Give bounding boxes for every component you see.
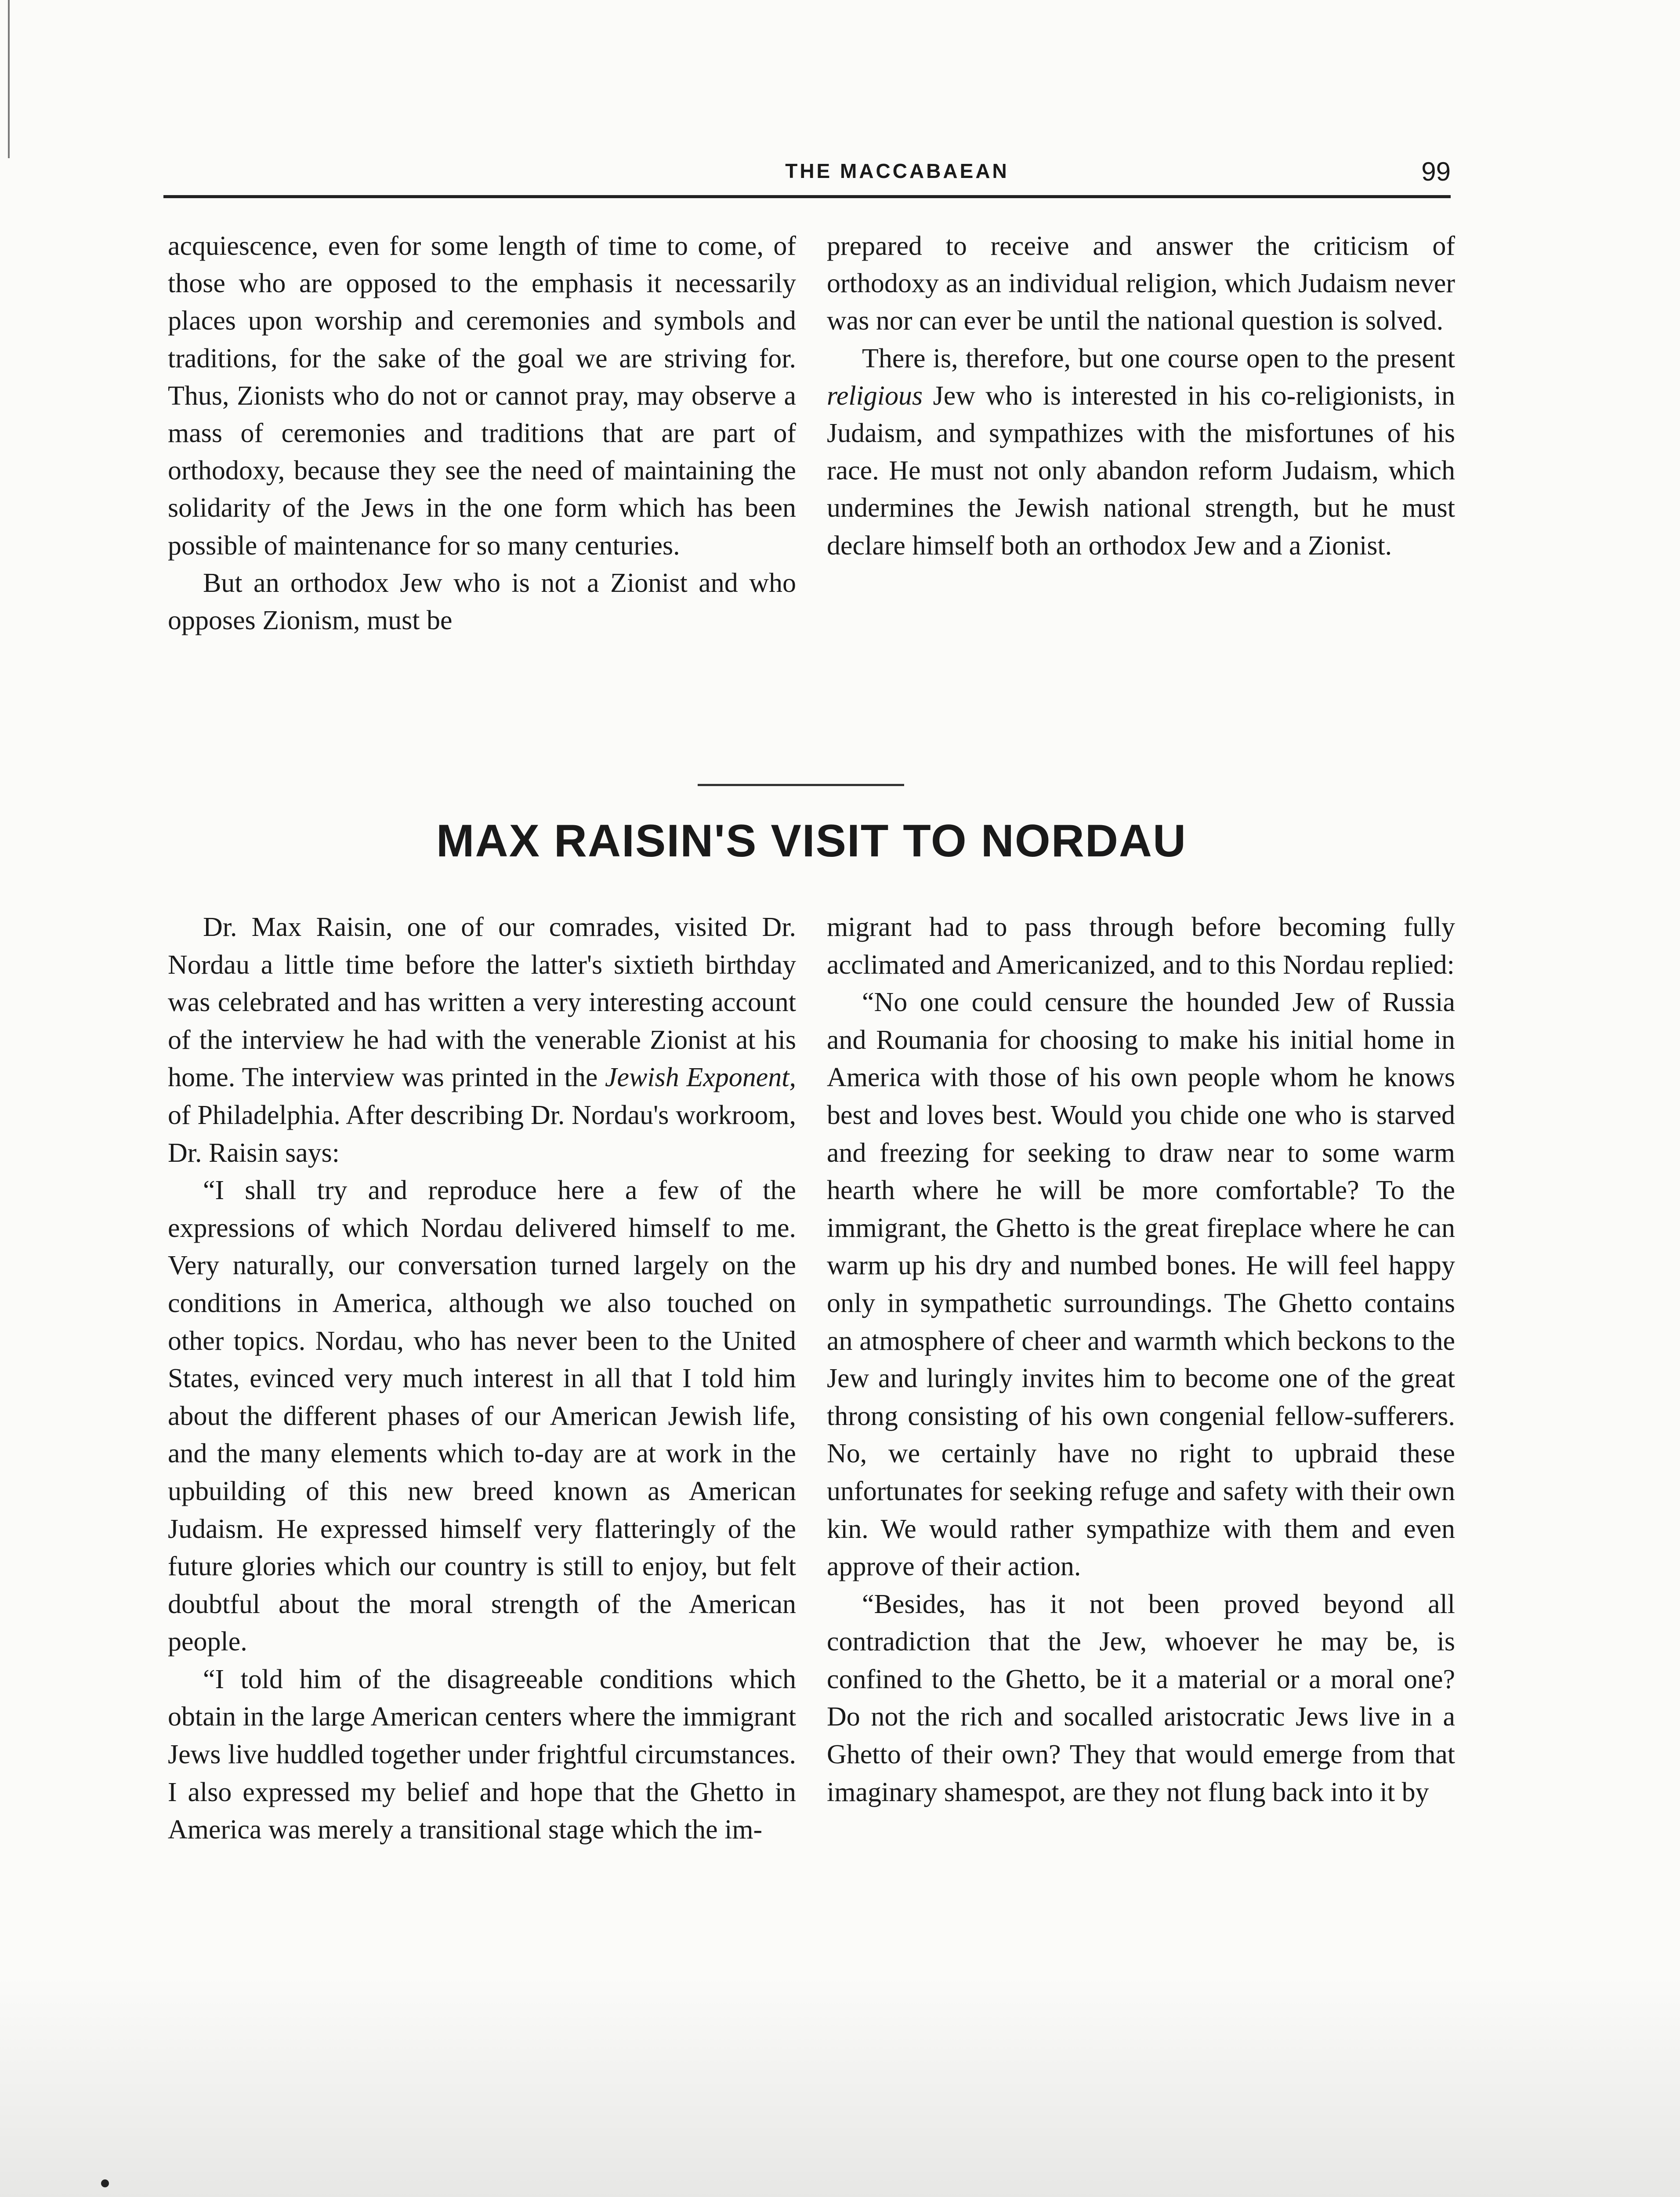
section-divider: [698, 784, 904, 786]
paragraph: “No one could censure the hounded Jew of Russia and Roumania for choosing to make his initial home in America with those of his own people whom he knows best and loves best. Would you chide one who is starved and freezing for seeking to draw near to some warm hearth where he will be more comfortable? To the immigrant, the Ghetto is the great fireplace where he can warm up his dry and numbed bones. He will feel happy only in sympathetic surroundings. The Ghetto contains an atmosphere of cheer and warmth which beckons to the Jew and luringly invites him to become one of the great throng consisting of his own congenial fellow-sufferers. No, we certainly have no right to upbraid these unfortunates for seeking refuge and safety with their own kin. We would rather sympathize with them and even approve of their action.: [827, 987, 1455, 1582]
paragraph: acquiescence, even for some length of time to come, of those who are opposed to the emphasis it necessarily places upon worship and ceremonies and symbols and traditions, for the sake of the goal we are striving for. Thus, Zionists who do not or cannot pray, may observe a mass of ceremonies and traditions that are part of orthodoxy, because they see the need of maintaining the solidarity of the Jews in the one form which has been possible of maintenance for so many centuries.: [168, 231, 796, 561]
page-number: 99: [1421, 157, 1451, 186]
paragraph: migrant had to pass through before becoming fully acclimated and Americanized, and to this Nordau replied:: [827, 912, 1455, 980]
margin-dot: [101, 2179, 109, 2187]
paragraph: prepared to receive and answer the criticism of orthodoxy as an individual religion, which Judaism never was nor can ever be until the national question is solved.: [827, 231, 1455, 336]
text-run: Dr. Max Raisin, one of our comrades, visited Dr. Nordau a little time before the latter's sixtieth birthday was celebrated and has written a very interesting account of the interview he had with the venerable Zionist at his home. The interview was printed in the: [168, 912, 796, 1093]
running-header: [163, 158, 1451, 198]
text-run: There is, therefore, but one course open to the present: [862, 343, 1455, 373]
scan-edge-line: [8, 0, 10, 158]
paragraph: “I told him of the disagreeable conditions which obtain in the large American centers where the immigrant Jews live huddled together under frightful circumstances. I also expressed my belief and hope that the Ghetto in America was merely a transitional stage which the im-: [168, 1664, 796, 1845]
top-left-column: [168, 228, 796, 639]
paragraph: [827, 340, 1455, 565]
top-right-column: [827, 228, 1455, 565]
article-left-column: [168, 909, 796, 1849]
running-title: THE MACCABAEAN: [785, 160, 1009, 182]
italic-text: religious: [827, 381, 923, 411]
paragraph: But an orthodox Jew who is not a Zionist and who opposes Zionism, must be: [168, 568, 796, 636]
text-run: of Philadelphia. After describing Dr. Nordau's workroom, Dr. Raisin says:: [168, 1100, 796, 1168]
paragraph: “Besides, has it not been proved beyond all contradiction that the Jew, whoever he may be, is confined to the Ghetto, be it a material or a moral one? Do not the rich and socalled aristocratic Jews live in a Ghetto of their own? They that would emerge from that imaginary shamespot, are they not flung back into it by: [827, 1589, 1455, 1807]
text-run: Jew who is interested in his co-religionists, in Judaism, and sympathizes with the misfortunes of his race. He must not only abandon reform Judaism, which undermines the Jewish national strength, but he must declare himself both an orthodox Jew and a Zionist.: [827, 381, 1455, 561]
italic-text: Jewish Exponent,: [605, 1062, 796, 1093]
article-title: MAX RAISIN'S VISIT TO NORDAU: [436, 816, 1187, 866]
page-shading: [0, 1977, 1680, 2197]
paragraph: “I shall try and reproduce here a few of the expressions of which Nordau delivered himself to me. Very naturally, our conversation turned largely on the conditions in America, although we also touched on other topics. Nordau, who has never been to the United States, evinced very much interest in all that I told him about the different phases of our American Jewish life, and the many elements which to-day are at work in the upbuilding of this new breed known as American Judaism. He expressed himself very flatteringly of the future glories which our country is still to enjoy, but felt doubtful about the moral strength of the American people.: [168, 1175, 796, 1657]
paragraph: [168, 909, 796, 1172]
article-right-column: [827, 909, 1455, 1811]
